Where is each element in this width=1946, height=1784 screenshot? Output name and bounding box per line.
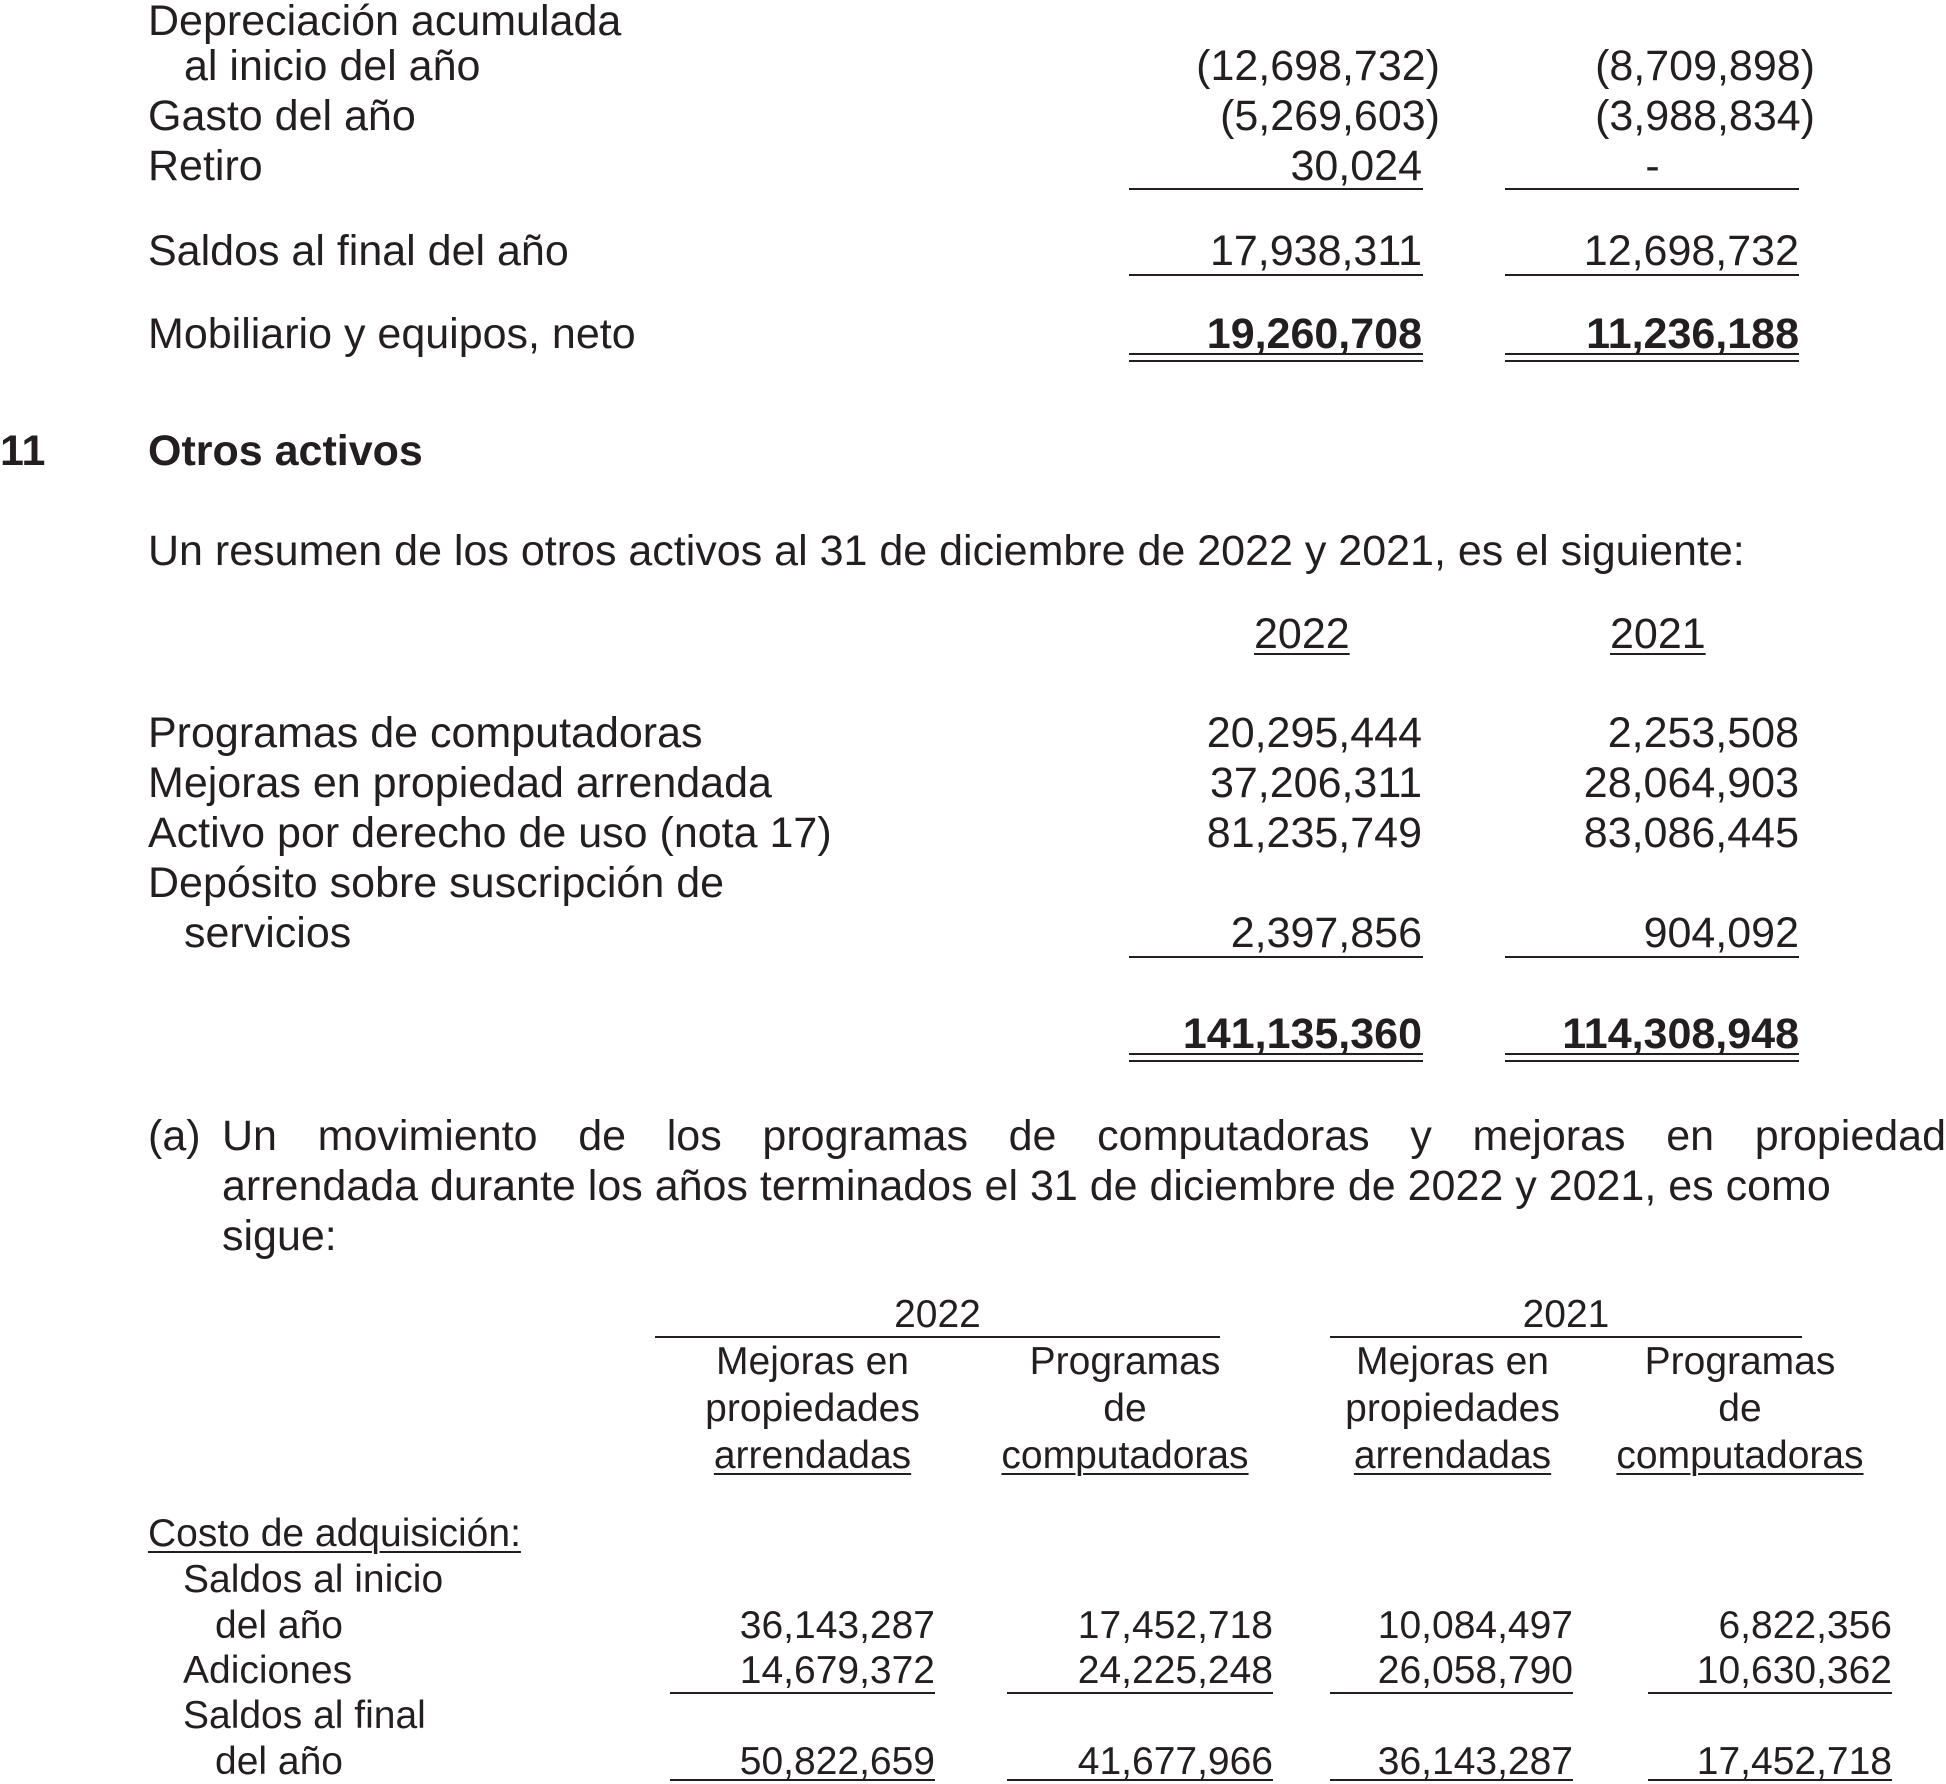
saldos-final-2021-rule bbox=[1505, 274, 1799, 276]
deposit-2022-rule bbox=[1129, 956, 1423, 958]
col-header-mejoras-2022-line3: arrendadas bbox=[713, 1434, 912, 1477]
inicio-value: 17,452,718 bbox=[1077, 1604, 1273, 1647]
summary-year-2021: 2021 bbox=[1610, 610, 1706, 658]
inicio-label-line2: del año bbox=[215, 1604, 343, 1647]
depreciation-label-line1: Depreciación acumulada bbox=[148, 0, 622, 45]
adiciones-rule bbox=[1007, 1692, 1273, 1694]
retiro-2022: 30,024 bbox=[1290, 142, 1422, 190]
retiro-label: Retiro bbox=[148, 142, 263, 190]
final-label-line1: Saldos al final bbox=[183, 1694, 426, 1737]
final-value: 17,452,718 bbox=[1696, 1740, 1892, 1783]
note-a-line2: arrendada durante los años terminados el 31 de diciembre de 2022 y 2021, es como bbox=[222, 1162, 1831, 1210]
adiciones-label: Adiciones bbox=[183, 1649, 353, 1692]
depreciation-label-line2: al inicio del año bbox=[184, 42, 481, 90]
summary-total-2021-double-rule bbox=[1505, 1053, 1799, 1062]
retiro-2022-rule bbox=[1129, 188, 1423, 190]
final-value: 41,677,966 bbox=[1077, 1740, 1273, 1783]
final-value: 36,143,287 bbox=[1377, 1740, 1573, 1783]
summary-row-2021: 83,086,445 bbox=[1583, 809, 1799, 857]
col-header-mejoras-2021-line1: Mejoras en bbox=[1356, 1340, 1549, 1383]
deposit-label-line1: Depósito sobre suscripción de bbox=[148, 859, 725, 907]
summary-row-2021: 2,253,508 bbox=[1607, 709, 1799, 757]
inicio-value: 6,822,356 bbox=[1718, 1604, 1892, 1647]
depreciation-open-2022: (12,698,732) bbox=[1196, 42, 1440, 90]
final-label-line2: del año bbox=[215, 1740, 343, 1783]
summary-row-label: Activo por derecho de uso (nota 17) bbox=[148, 809, 832, 857]
adiciones-rule bbox=[1648, 1692, 1892, 1694]
mobiliario-neto-label: Mobiliario y equipos, neto bbox=[148, 310, 636, 358]
col-header-mejoras-2022-line1: Mejoras en bbox=[716, 1340, 909, 1383]
col-header-mejoras-2022-line2: propiedades bbox=[705, 1387, 920, 1430]
note-a-marker: (a) bbox=[148, 1112, 201, 1160]
inicio-value: 36,143,287 bbox=[739, 1604, 935, 1647]
col-header-programas-2021-line3: computadoras bbox=[1616, 1434, 1864, 1477]
mobiliario-neto-2022: 19,260,708 bbox=[1206, 310, 1422, 358]
adiciones-rule bbox=[670, 1692, 935, 1694]
movement-group-2021-rule bbox=[1330, 1336, 1802, 1338]
summary-row-2021: 28,064,903 bbox=[1583, 759, 1799, 807]
final-rule bbox=[670, 1779, 935, 1781]
saldos-final-2021: 12,698,732 bbox=[1583, 227, 1799, 275]
inicio-value: 10,084,497 bbox=[1377, 1604, 1573, 1647]
summary-total-2021: 114,308,948 bbox=[1562, 1010, 1799, 1058]
adiciones-value: 10,630,362 bbox=[1696, 1649, 1892, 1692]
retiro-2021-rule bbox=[1505, 188, 1799, 190]
movement-group-2021: 2021 bbox=[1522, 1293, 1610, 1336]
adiciones-value: 26,058,790 bbox=[1377, 1649, 1573, 1692]
depreciation-open-2021: (8,709,898) bbox=[1595, 42, 1815, 90]
col-header-programas-2021-line2: de bbox=[1718, 1387, 1762, 1430]
saldos-final-2022: 17,938,311 bbox=[1209, 227, 1422, 275]
mobiliario-neto-2021-double-rule bbox=[1505, 353, 1799, 362]
saldos-final-label: Saldos al final del año bbox=[148, 227, 569, 275]
costo-adquisicion-heading: Costo de adquisición: bbox=[148, 1512, 521, 1555]
gasto-label: Gasto del año bbox=[148, 92, 416, 140]
col-header-mejoras-2021-line2: propiedades bbox=[1345, 1387, 1560, 1430]
deposit-2021-rule bbox=[1505, 956, 1799, 958]
movement-group-2022: 2022 bbox=[894, 1293, 981, 1336]
mobiliario-neto-2021: 11,236,188 bbox=[1586, 310, 1799, 358]
section-number: 11 bbox=[0, 427, 46, 475]
deposit-2021: 904,092 bbox=[1643, 909, 1799, 957]
deposit-2022: 2,397,856 bbox=[1230, 909, 1422, 957]
gasto-2022: (5,269,603) bbox=[1220, 92, 1440, 140]
movement-group-2022-rule bbox=[655, 1336, 1220, 1338]
col-header-programas-2022-line3: computadoras bbox=[1001, 1434, 1249, 1477]
summary-row-2022: 37,206,311 bbox=[1209, 759, 1422, 807]
final-rule bbox=[1330, 1779, 1573, 1781]
summary-total-2022-double-rule bbox=[1129, 1053, 1423, 1062]
note-a-line1: Un movimiento de los programas de computadoras y mejoras en propiedad bbox=[222, 1112, 1946, 1160]
section-title: Otros activos bbox=[148, 427, 423, 475]
summary-row-2022: 81,235,749 bbox=[1206, 809, 1422, 857]
col-header-programas-2022-line1: Programas bbox=[1029, 1340, 1221, 1383]
summary-row-2022: 20,295,444 bbox=[1206, 709, 1422, 757]
summary-row-label: Mejoras en propiedad arrendada bbox=[148, 759, 772, 807]
mobiliario-neto-2022-double-rule bbox=[1129, 353, 1423, 362]
saldos-final-2022-rule bbox=[1129, 274, 1423, 276]
section-intro: Un resumen de los otros activos al 31 de diciembre de 2022 y 2021, es el siguiente: bbox=[148, 527, 1745, 575]
col-header-mejoras-2021-line3: arrendadas bbox=[1353, 1434, 1552, 1477]
adiciones-rule bbox=[1330, 1692, 1573, 1694]
adiciones-value: 24,225,248 bbox=[1077, 1649, 1273, 1692]
deposit-label-line2: servicios bbox=[184, 909, 352, 957]
summary-row-label: Programas de computadoras bbox=[148, 709, 703, 757]
final-rule bbox=[1007, 1779, 1273, 1781]
note-a-line3: sigue: bbox=[222, 1212, 337, 1260]
final-value: 50,822,659 bbox=[739, 1740, 935, 1783]
summary-total-2022: 141,135,360 bbox=[1182, 1010, 1422, 1058]
adiciones-value: 14,679,372 bbox=[739, 1649, 935, 1692]
retiro-2021: - bbox=[1645, 142, 1660, 190]
col-header-programas-2021-line1: Programas bbox=[1644, 1340, 1836, 1383]
summary-year-2022: 2022 bbox=[1254, 610, 1350, 658]
inicio-label-line1: Saldos al inicio bbox=[183, 1558, 444, 1601]
final-rule bbox=[1648, 1779, 1892, 1781]
gasto-2021: (3,988,834) bbox=[1595, 92, 1815, 140]
col-header-programas-2022-line2: de bbox=[1103, 1387, 1147, 1430]
